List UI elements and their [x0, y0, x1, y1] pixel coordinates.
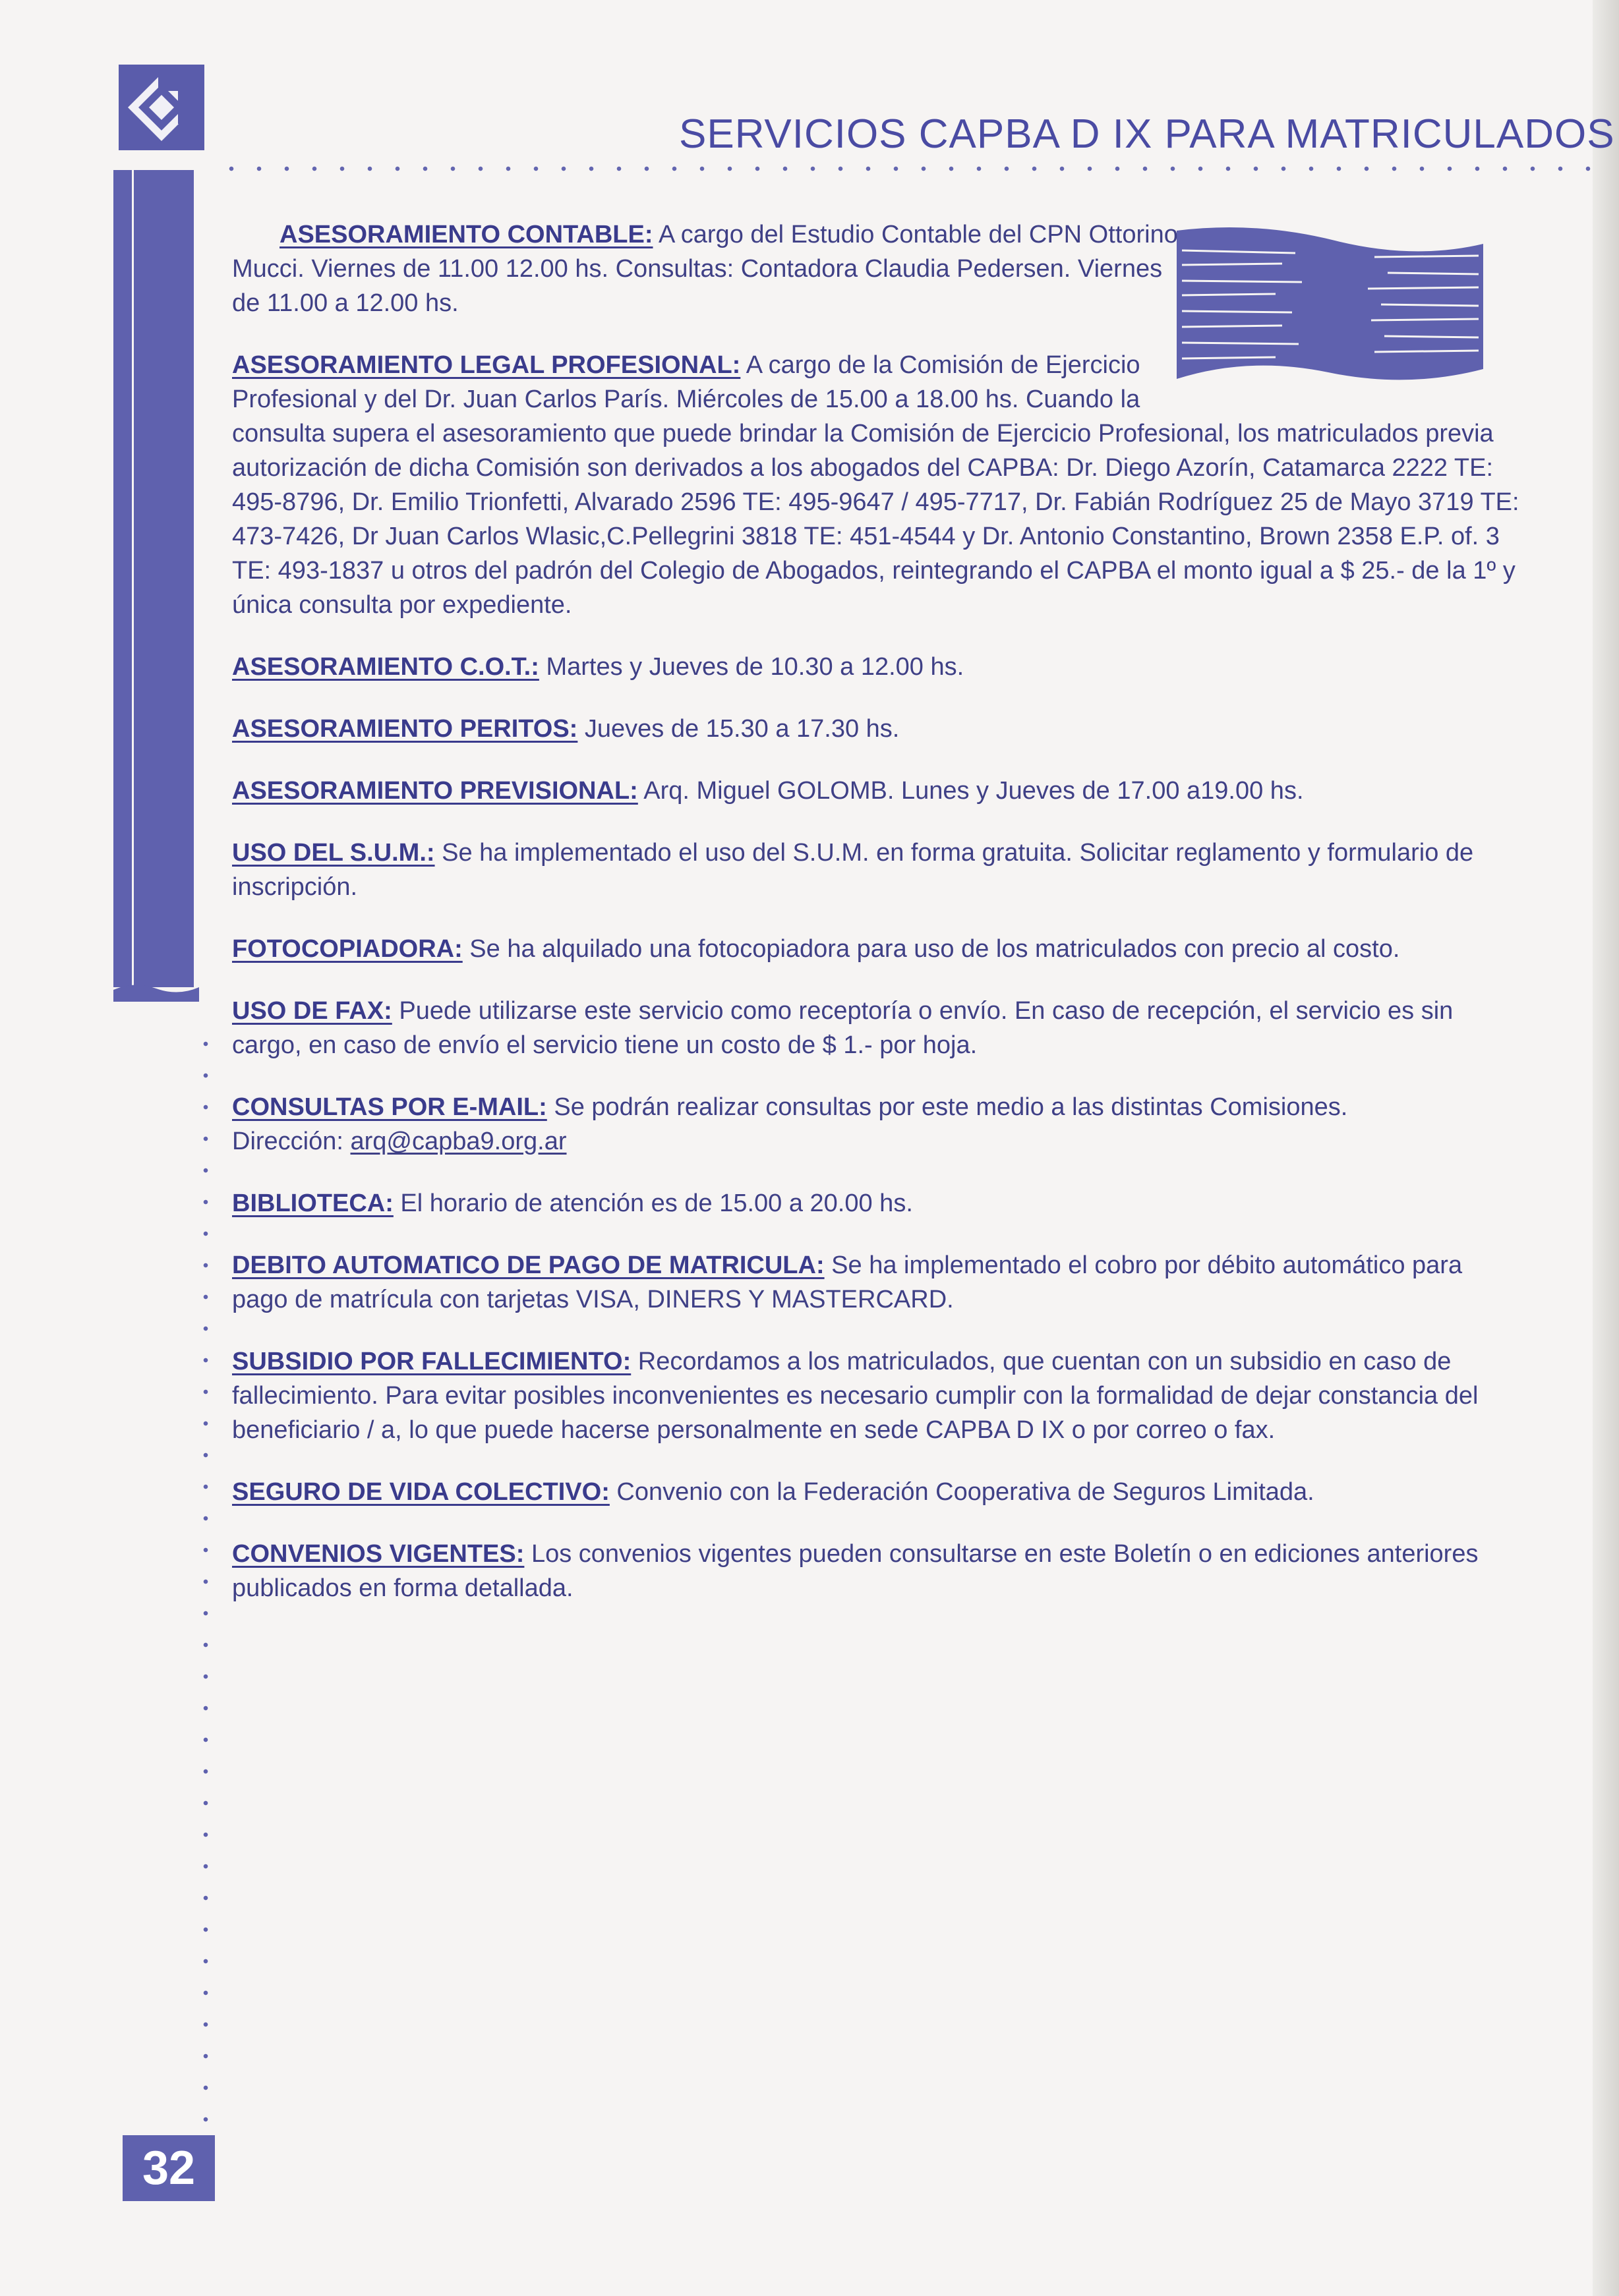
- service-consultas-email: [232, 1090, 1524, 1159]
- service-heading: SEGURO DE VIDA COLECTIVO:: [232, 1478, 610, 1506]
- service-heading: ASESORAMIENTO PREVISIONAL:: [232, 777, 638, 805]
- service-heading: CONSULTAS POR E-MAIL:: [232, 1093, 547, 1121]
- service-heading: ASESORAMIENTO PERITOS:: [232, 715, 578, 743]
- service-asesoramiento-previsional: [232, 774, 1524, 808]
- capba-logo-icon: [119, 65, 204, 150]
- service-text-top: [232, 348, 1524, 416]
- service-biblioteca: [232, 1186, 1524, 1220]
- service-text: A cargo de la Comisión de Ejercicio Profesional y del Dr. Juan Carlos París. Miércoles de 15.00 a 18.00 hs. Cuando la: [232, 351, 1140, 413]
- service-heading: ASESORAMIENTO C.O.T.:: [232, 653, 539, 681]
- service-convenios-vigentes: [232, 1537, 1524, 1605]
- service-asesoramiento-legal: [232, 348, 1524, 622]
- service-text: Se ha implementado el cobro por débito automático para pago de matrícula con tarjetas VISA, DINERS Y MASTERCARD.: [232, 1251, 1463, 1313]
- service-heading: USO DE FAX:: [232, 997, 392, 1025]
- service-text: Los convenios vigentes pueden consultarse en este Boletín o en ediciones anteriores publicados en forma detallada.: [232, 1540, 1479, 1602]
- service-text: A cargo del Estudio Contable del CPN Ottorino Mucci. Viernes de 11.00 12.00 hs. Consultas: Contadora Claudia Pedersen. Viernes de 11.00 a 12.00 hs.: [232, 221, 1178, 317]
- service-subsidio-fallecimiento: [232, 1344, 1524, 1447]
- service-text-continued: consulta supera el asesoramiento que puede brindar la Comisión de Ejercicio Profesional, los matriculados previa autorización de dicha Comisión son derivados a los abogados del CAPBA: Dr. Diego Azorín, Catamarca 2222 TE: 495-8796, Dr. Emilio Trionfetti, Alvarado 2596 TE: 495-9647 / 495-7717, Dr. Fabián Rodríguez 25 de Mayo 3719 TE: 473-7426, Dr Juan Carlos Wlasic,C.Pellegrini 3818 TE: 451-4544 y Dr. Antonio Constantino, Brown 2358 E.P. of. 3 TE: 493-1837 u otros del padrón del Colegio de Abogados, reintegrando el CAPBA el monto igual a $ 25.- de la 1º y única consulta por expediente.: [232, 420, 1519, 619]
- service-debito-automatico: [232, 1248, 1524, 1317]
- service-text: El horario de atención es de 15.00 a 20.00 hs.: [393, 1190, 913, 1217]
- service-heading: FOTOCOPIADORA:: [232, 935, 463, 963]
- service-heading: ASESORAMIENTO LEGAL PROFESIONAL:: [232, 351, 741, 379]
- dotted-margin-line: [203, 1028, 208, 2122]
- service-heading: CONVENIOS VIGENTES:: [232, 1540, 525, 1568]
- service-text: Convenio con la Federación Cooperativa de Seguros Limitada.: [609, 1478, 1314, 1506]
- services-list: [232, 217, 1524, 1633]
- service-heading: SUBSIDIO POR FALLECIMIENTO:: [232, 1348, 632, 1375]
- page-edge-shadow: [1593, 0, 1619, 2296]
- service-text: Puede utilizarse este servicio como receptoría o envío. En caso de recepción, el servicio es sin cargo, en caso de envío el servicio tiene un costo de $ 1.- por hoja.: [232, 997, 1454, 1059]
- page-title: SERVICIOS CAPBA D IX PARA MATRICULADOS: [679, 111, 1615, 157]
- service-text: Jueves de 15.30 a 17.30 hs.: [577, 715, 900, 743]
- sidebar-wave: [113, 975, 199, 1002]
- service-text: Se podrán realizar consultas por este medio a las distintas Comisiones.: [546, 1093, 1348, 1121]
- service-text: Se ha implementado el uso del S.U.M. en forma gratuita. Solicitar reglamento y formulario de inscripción.: [232, 839, 1474, 901]
- service-fotocopiadora: [232, 932, 1524, 966]
- service-uso-sum: [232, 836, 1524, 904]
- service-text: Martes y Jueves de 10.30 a 12.00 hs.: [539, 653, 964, 681]
- sidebar-decoration-line: [132, 170, 194, 987]
- dotted-divider: [218, 166, 1599, 171]
- service-asesoramiento-peritos: [232, 712, 1524, 746]
- service-heading: ASESORAMIENTO CONTABLE:: [280, 221, 653, 248]
- service-text: Arq. Miguel GOLOMB. Lunes y Jueves de 17.00 a19.00 hs.: [637, 777, 1304, 805]
- service-uso-fax: [232, 994, 1524, 1062]
- service-text: Se ha alquilado una fotocopiadora para uso de los matriculados con precio al costo.: [462, 935, 1400, 963]
- page-number: 32: [123, 2135, 215, 2201]
- service-heading: DEBITO AUTOMATICO DE PAGO DE MATRICULA:: [232, 1251, 825, 1279]
- service-heading: BIBLIOTECA:: [232, 1190, 394, 1217]
- email-link[interactable]: arq@capba9.org.ar: [350, 1128, 567, 1155]
- service-asesoramiento-cot: [232, 650, 1524, 684]
- service-asesoramiento-contable: [232, 217, 1524, 320]
- email-address-label: Dirección:: [232, 1128, 351, 1155]
- service-seguro-vida: [232, 1475, 1524, 1509]
- service-text: Recordamos a los matriculados, que cuentan con un subsidio en caso de fallecimiento. Para evitar posibles inconvenientes es necesario cumplir con la formalidad de dejar constancia del beneficiario / a, lo que puede hacerse personalmente en sede CAPBA D IX o por correo o fax.: [232, 1348, 1479, 1444]
- service-heading: USO DEL S.U.M.:: [232, 839, 435, 867]
